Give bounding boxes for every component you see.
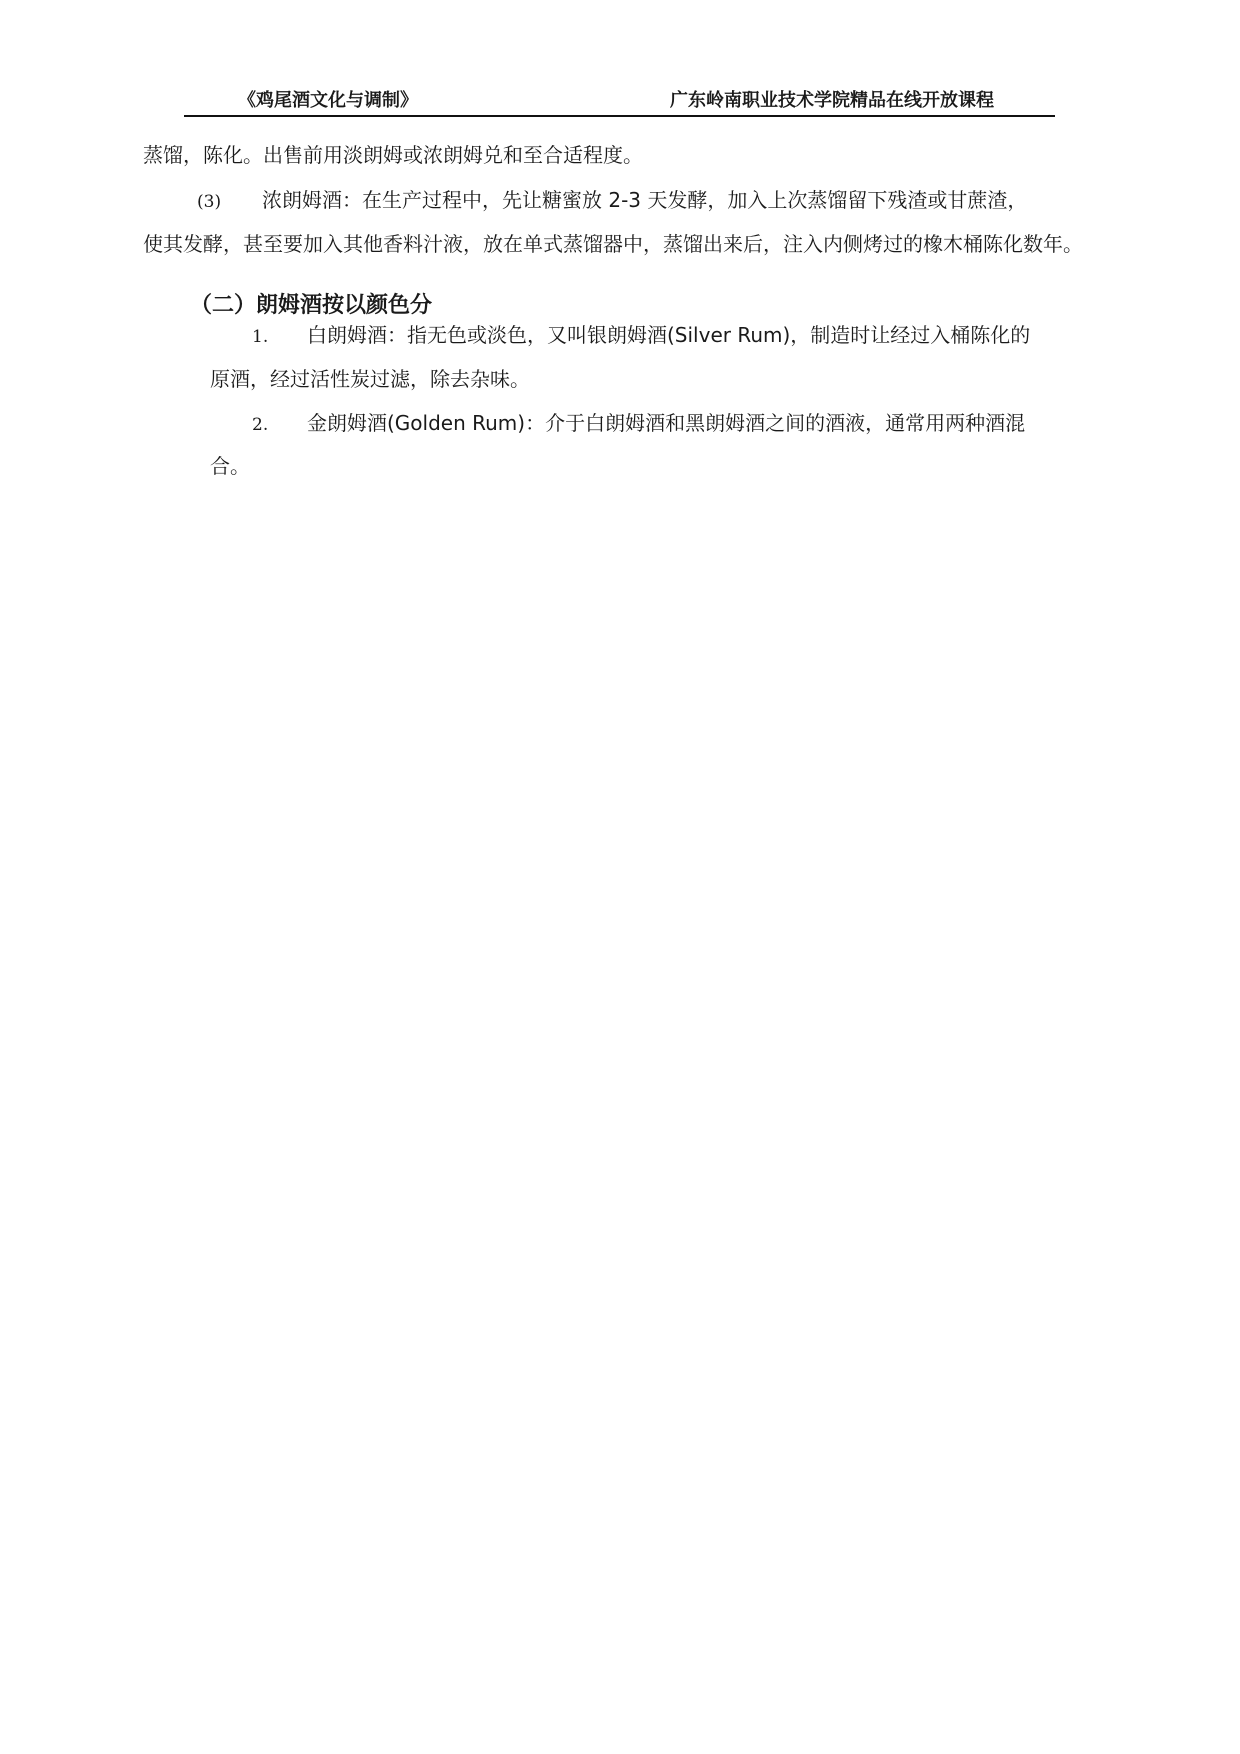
header-course-title: 广东岭南职业技术学院精品在线开放课程 — [670, 90, 994, 111]
section-heading: （二）朗姆酒按以颜色分 — [190, 293, 433, 318]
list-item-line: 白朗姆酒：指无色或淡色，又叫银朗姆酒(Silver Rum)，制造时让经过入桶陈化的 — [307, 323, 1031, 347]
header-book-title: 《鸡尾酒文化与调制》 — [238, 90, 418, 111]
list-number: 2. — [252, 415, 269, 435]
list-item-line: 合。 — [210, 454, 250, 478]
list-item-line: 原酒，经过活性炭过滤，除去杂味。 — [210, 367, 530, 391]
paragraph-line: 使其发酵，甚至要加入其他香料汁液，放在单式蒸馏器中，蒸馏出来后，注入内侧烤过的橡木桶陈化数年。 — [143, 232, 1083, 256]
header-rule — [184, 115, 1055, 117]
list-number: (3) — [197, 192, 222, 212]
paragraph-line: 蒸馏，陈化。出售前用淡朗姆或浓朗姆兑和至合适程度。 — [143, 143, 643, 167]
paragraph-line: 浓朗姆酒：在生产过程中，先让糖蜜放 2-3 天发酵，加入上次蒸馏留下残渣或甘蔗渣， — [262, 188, 1028, 212]
list-item-line: 金朗姆酒(Golden Rum)：介于白朗姆酒和黑朗姆酒之间的酒液，通常用两种酒混 — [307, 411, 1026, 435]
list-number: 1. — [252, 327, 269, 347]
